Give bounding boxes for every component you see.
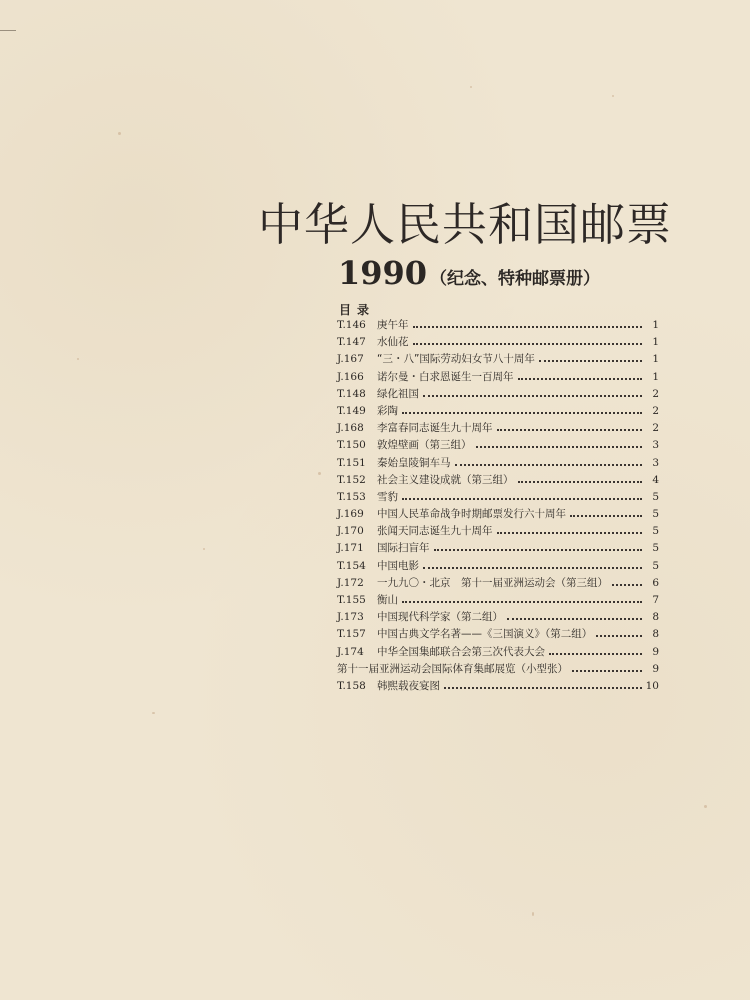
leader-dots (497, 428, 643, 431)
album-year: 1990 (338, 254, 428, 292)
stamp-code: T.154 (337, 559, 366, 572)
stamp-code: T.157 (337, 628, 366, 641)
leader-dots (413, 342, 643, 345)
stamp-code: T.158 (337, 679, 366, 692)
page-number: 9 (652, 645, 659, 658)
toc-heading: 目录 (339, 303, 376, 317)
leader-dots (572, 669, 642, 672)
stamp-code: J.167 (337, 353, 364, 366)
stamp-title: 衡山 (377, 594, 398, 606)
toc-row (337, 437, 659, 454)
leader-dots (549, 652, 642, 655)
stamp-code: T.152 (337, 473, 366, 486)
paper-spot (77, 358, 79, 360)
page-number: 8 (652, 611, 659, 624)
stamp-code: J.166 (337, 370, 364, 383)
stamp-title: 雪豹 (377, 490, 398, 503)
page-number: 9 (652, 662, 659, 675)
page-number: 5 (652, 525, 659, 538)
stamp-code: T.149 (337, 404, 366, 417)
leader-dots (423, 566, 642, 569)
stamp-code: T.147 (337, 336, 366, 349)
stamp-title: “三・八”国际劳动妇女节八十周年 (377, 353, 535, 366)
page-number: 4 (652, 473, 659, 486)
leader-dots (497, 531, 643, 534)
toc-row (337, 420, 659, 437)
paper-spot (532, 912, 534, 916)
leader-dots (423, 394, 642, 397)
paper-spot (318, 472, 321, 475)
paper-spot (118, 132, 121, 135)
toc-row (337, 386, 659, 403)
stamp-code: J.170 (337, 525, 364, 538)
paper-spot (203, 548, 205, 550)
toc-row (337, 506, 659, 523)
page-number: 10 (645, 679, 659, 692)
stamp-title: 绿化祖国 (377, 387, 419, 400)
stamp-code: T.150 (337, 439, 366, 452)
paper-spot (152, 712, 155, 714)
album-title: 中华人民共和国邮票 (258, 198, 673, 251)
leader-dots (507, 617, 642, 620)
leader-dots (518, 377, 643, 380)
page-number: 5 (652, 542, 659, 555)
leader-dots (455, 463, 643, 466)
toc-row (337, 575, 659, 592)
page-number: 2 (652, 404, 659, 417)
page-number: 3 (652, 439, 659, 452)
stamp-title: 张闻天同志诞生九十周年 (377, 525, 493, 538)
toc-row (337, 369, 659, 386)
stamp-title: 彩陶 (377, 404, 398, 417)
leader-dots (413, 325, 643, 328)
paper-spot (612, 95, 614, 97)
leader-dots (518, 480, 643, 483)
toc-row (337, 403, 659, 420)
stamp-title: 第十一届亚洲运动会国际体育集邮展览（小型张） (337, 662, 568, 675)
stamp-code: J.172 (337, 576, 364, 589)
page-number: 5 (652, 508, 659, 521)
leader-dots (444, 686, 642, 689)
stamp-code: J.171 (337, 542, 364, 555)
toc-row (337, 661, 659, 678)
stamp-title: 中国现代科学家（第二组） (377, 611, 503, 624)
toc-row (337, 317, 659, 334)
leader-dots (402, 600, 642, 603)
stamp-code: T.153 (337, 490, 366, 503)
page-number: 1 (652, 370, 659, 383)
leader-dots (434, 548, 643, 551)
stamp-title: 李富春同志诞生九十周年 (377, 422, 493, 435)
stamp-code: T.155 (337, 594, 366, 606)
page-number: 2 (652, 387, 659, 400)
toc-row (337, 472, 659, 489)
stamp-code: J.168 (337, 422, 364, 435)
page-number: 5 (652, 490, 659, 503)
stamp-title: 中国古典文学名著——《三国演义》（第二组） (377, 628, 593, 641)
stamp-title: 国际扫盲年 (377, 542, 430, 555)
stamp-code: J.173 (337, 611, 364, 624)
page-number: 2 (652, 422, 659, 435)
page-crease (0, 30, 16, 31)
stamp-code: T.148 (337, 387, 366, 400)
stamp-title: 水仙花 (377, 336, 409, 349)
toc-row (337, 558, 659, 575)
stamp-title: 中国电影 (377, 559, 419, 572)
stamp-title: 秦始皇陵铜车马 (377, 456, 451, 469)
toc-row (337, 334, 659, 351)
stamp-title: 庚午年 (377, 319, 409, 331)
toc-row (337, 644, 659, 661)
leader-dots (539, 359, 642, 362)
stamp-title: 韩熙载夜宴图 (377, 679, 440, 692)
leader-dots (570, 514, 642, 517)
stamp-code: T.146 (337, 319, 366, 331)
leader-dots (402, 411, 642, 414)
paper-spot (470, 86, 472, 88)
stamp-title: 一九九〇・北京 第十一届亚洲运动会（第三组） (377, 576, 608, 589)
toc-row (337, 626, 659, 643)
toc-row (337, 455, 659, 472)
page-number: 5 (652, 559, 659, 572)
paper-spot (704, 805, 707, 808)
stamp-title: 中国人民革命战争时期邮票发行六十周年 (377, 508, 566, 521)
leader-dots (402, 497, 642, 500)
page-number: 1 (652, 353, 659, 366)
stamp-title: 社会主义建设成就（第三组） (377, 473, 514, 486)
page-number: 7 (652, 594, 659, 606)
leader-dots (476, 445, 643, 448)
toc-row (337, 523, 659, 540)
toc-row (337, 592, 659, 609)
stamp-title: 敦煌壁画（第三组） (377, 439, 472, 452)
leader-dots (596, 634, 642, 637)
leader-dots (612, 583, 642, 586)
table-of-contents (337, 317, 659, 695)
album-subtitle: （纪念、特种邮票册） (430, 269, 600, 289)
toc-row (337, 540, 659, 557)
toc-row (337, 351, 659, 368)
stamp-code: J.169 (337, 508, 364, 521)
page-number: 8 (652, 628, 659, 641)
toc-row (337, 609, 659, 626)
stamp-title: 中华全国集邮联合会第三次代表大会 (377, 645, 545, 658)
page-number: 1 (652, 336, 659, 349)
page-number: 1 (652, 319, 659, 331)
toc-row (337, 678, 659, 695)
stamp-code: T.151 (337, 456, 366, 469)
toc-row (337, 489, 659, 506)
page-number: 6 (652, 576, 659, 589)
stamp-code: J.174 (337, 645, 364, 658)
stamp-title: 诺尔曼・白求恩诞生一百周年 (377, 370, 514, 383)
page-number: 3 (652, 456, 659, 469)
